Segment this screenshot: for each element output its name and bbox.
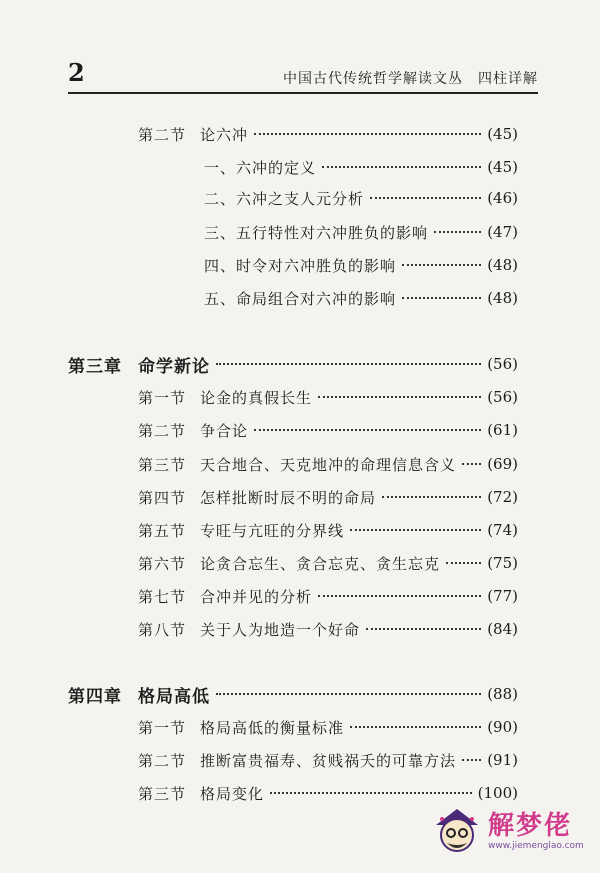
toc-entry-label bbox=[68, 352, 210, 377]
dot-leader bbox=[350, 726, 481, 728]
toc-page-number: (56) bbox=[487, 388, 518, 406]
toc-item-entry bbox=[0, 286, 600, 310]
toc-entry-label bbox=[204, 157, 316, 178]
toc-entry-label bbox=[204, 188, 364, 209]
dot-leader bbox=[270, 792, 472, 794]
toc-section-entry bbox=[0, 452, 600, 476]
toc-page-number: (61) bbox=[487, 421, 518, 439]
toc-entry-title: 二、六冲之支人元分析 bbox=[204, 189, 365, 208]
dot-leader bbox=[462, 759, 481, 761]
toc-entry-title: 专旺与亢旺的分界线 bbox=[200, 521, 345, 540]
toc-section-entry bbox=[0, 584, 600, 608]
dot-leader bbox=[446, 562, 481, 564]
toc-entry-label bbox=[138, 619, 360, 640]
toc-page-number: (88) bbox=[487, 685, 518, 703]
toc-entry-title: 合冲并见的分析 bbox=[200, 587, 313, 606]
toc-item-entry bbox=[0, 220, 600, 244]
dot-leader bbox=[370, 197, 481, 199]
toc-entry-title: 论贪合忘生、贪合忘克、贪生忘克 bbox=[200, 554, 441, 573]
toc-page-number: (47) bbox=[487, 223, 518, 241]
toc-section-entry bbox=[0, 551, 600, 575]
toc-entry-label bbox=[138, 783, 264, 804]
toc-page-number: (74) bbox=[487, 521, 518, 539]
toc-entry-number: 第三节 bbox=[138, 784, 187, 803]
toc-item-entry bbox=[0, 253, 600, 277]
toc-entry-number: 第四节 bbox=[138, 488, 187, 507]
dot-leader bbox=[462, 463, 481, 465]
toc-page-number: (90) bbox=[487, 718, 518, 736]
toc-section-entry bbox=[0, 518, 600, 542]
toc-page-number: (77) bbox=[487, 587, 518, 605]
toc-entry-number: 第三节 bbox=[138, 455, 187, 474]
toc-entry-number: 第八节 bbox=[138, 620, 187, 639]
toc-entry-title: 命学新论 bbox=[138, 356, 210, 377]
toc-section-entry bbox=[0, 485, 600, 509]
toc-chapter-entry bbox=[0, 682, 600, 706]
toc-entry-label bbox=[204, 222, 428, 243]
running-title: 中国古代传统哲学解读文丛 四柱详解 bbox=[283, 71, 538, 87]
toc-entry-label bbox=[204, 255, 396, 276]
page-header bbox=[68, 58, 538, 94]
toc-entry-number: 第一节 bbox=[138, 718, 187, 737]
toc-entry-number: 第五节 bbox=[138, 521, 187, 540]
toc-page-number: (100) bbox=[477, 784, 518, 802]
toc-entry-title: 天合地合、天克地冲的命理信息含义 bbox=[200, 455, 457, 474]
toc-entry-label bbox=[138, 420, 248, 441]
toc-page-number: (45) bbox=[487, 158, 518, 176]
toc-entry-title: 一、六冲的定义 bbox=[204, 158, 317, 177]
watermark-url: www.jiemenglao.com bbox=[488, 841, 584, 851]
toc-entry-title: 格局高低的衡量标准 bbox=[200, 718, 345, 737]
toc-entry-label bbox=[204, 288, 396, 309]
toc-entry-number: 第二节 bbox=[138, 421, 187, 440]
dot-leader bbox=[350, 529, 481, 531]
toc-entry-label bbox=[138, 586, 312, 607]
dot-leader bbox=[402, 297, 481, 299]
dot-leader bbox=[254, 133, 481, 135]
toc-item-entry bbox=[0, 155, 600, 179]
toc-section-entry bbox=[0, 418, 600, 442]
toc-entry-title: 格局高低 bbox=[138, 686, 210, 707]
dot-leader bbox=[216, 363, 481, 365]
toc-entry-number: 第三章 bbox=[68, 356, 122, 377]
toc-entry-title: 论六冲 bbox=[200, 125, 249, 144]
toc-entry-number: 第二节 bbox=[138, 125, 187, 144]
toc-page-number: (75) bbox=[487, 554, 518, 572]
toc-item-entry bbox=[0, 186, 600, 210]
toc-entry-title: 格局变化 bbox=[200, 784, 265, 803]
toc-entry-label bbox=[138, 750, 456, 771]
toc-page-number: (45) bbox=[487, 125, 518, 143]
toc-entry-label bbox=[138, 454, 456, 475]
dot-leader bbox=[402, 264, 481, 266]
toc-entry-title: 五、命局组合对六冲的影响 bbox=[204, 289, 397, 308]
toc-entry-number: 第一节 bbox=[138, 388, 187, 407]
toc-page-number: (72) bbox=[487, 488, 518, 506]
toc-page-number: (56) bbox=[487, 355, 518, 373]
toc-chapter-entry bbox=[0, 352, 600, 376]
toc-entry-title: 三、五行特性对六冲胜负的影响 bbox=[204, 223, 429, 242]
dot-leader bbox=[322, 166, 481, 168]
toc-entry-label bbox=[138, 487, 376, 508]
toc-page-number: (48) bbox=[487, 256, 518, 274]
toc-entry-title: 关于人为地造一个好命 bbox=[200, 620, 361, 639]
toc-entry-label bbox=[138, 124, 248, 145]
toc-entry-label bbox=[138, 387, 312, 408]
toc-page-number: (84) bbox=[487, 620, 518, 638]
watermark-brand: 解梦佬 bbox=[488, 811, 573, 841]
dot-leader bbox=[434, 231, 481, 233]
toc-entry-title: 争合论 bbox=[200, 421, 249, 440]
toc-entry-label bbox=[138, 717, 344, 738]
toc-entry-label bbox=[68, 682, 210, 707]
site-watermark bbox=[430, 795, 584, 865]
toc-section-entry bbox=[0, 122, 600, 146]
dot-leader bbox=[254, 429, 481, 431]
horoscope-face-logo-icon bbox=[430, 803, 484, 857]
dot-leader bbox=[318, 595, 481, 597]
toc-page-number: (46) bbox=[487, 189, 518, 207]
toc-entry-number: 第四章 bbox=[68, 686, 122, 707]
toc-section-entry bbox=[0, 385, 600, 409]
toc-entry-number: 第六节 bbox=[138, 554, 187, 573]
toc-page-number: (69) bbox=[487, 455, 518, 473]
toc-entry-title: 论金的真假长生 bbox=[200, 388, 313, 407]
toc-page-number: (48) bbox=[487, 289, 518, 307]
dot-leader bbox=[366, 628, 481, 630]
toc-entry-label bbox=[138, 520, 344, 541]
toc-section-entry bbox=[0, 748, 600, 772]
dot-leader bbox=[382, 496, 481, 498]
toc-entry-label bbox=[138, 553, 440, 574]
toc-page-number: (91) bbox=[487, 751, 518, 769]
dot-leader bbox=[216, 693, 481, 695]
toc-entry-title: 推断富贵福寿、贫贱祸夭的可靠方法 bbox=[200, 751, 457, 770]
page-number: 2 bbox=[68, 58, 85, 87]
toc-entry-number: 第七节 bbox=[138, 587, 187, 606]
toc-entry-number: 第二节 bbox=[138, 751, 187, 770]
toc-section-entry bbox=[0, 715, 600, 739]
toc-section-entry bbox=[0, 617, 600, 641]
toc-entry-title: 四、时令对六冲胜负的影响 bbox=[204, 256, 397, 275]
toc-entry-title: 怎样批断时辰不明的命局 bbox=[200, 488, 377, 507]
dot-leader bbox=[318, 396, 481, 398]
